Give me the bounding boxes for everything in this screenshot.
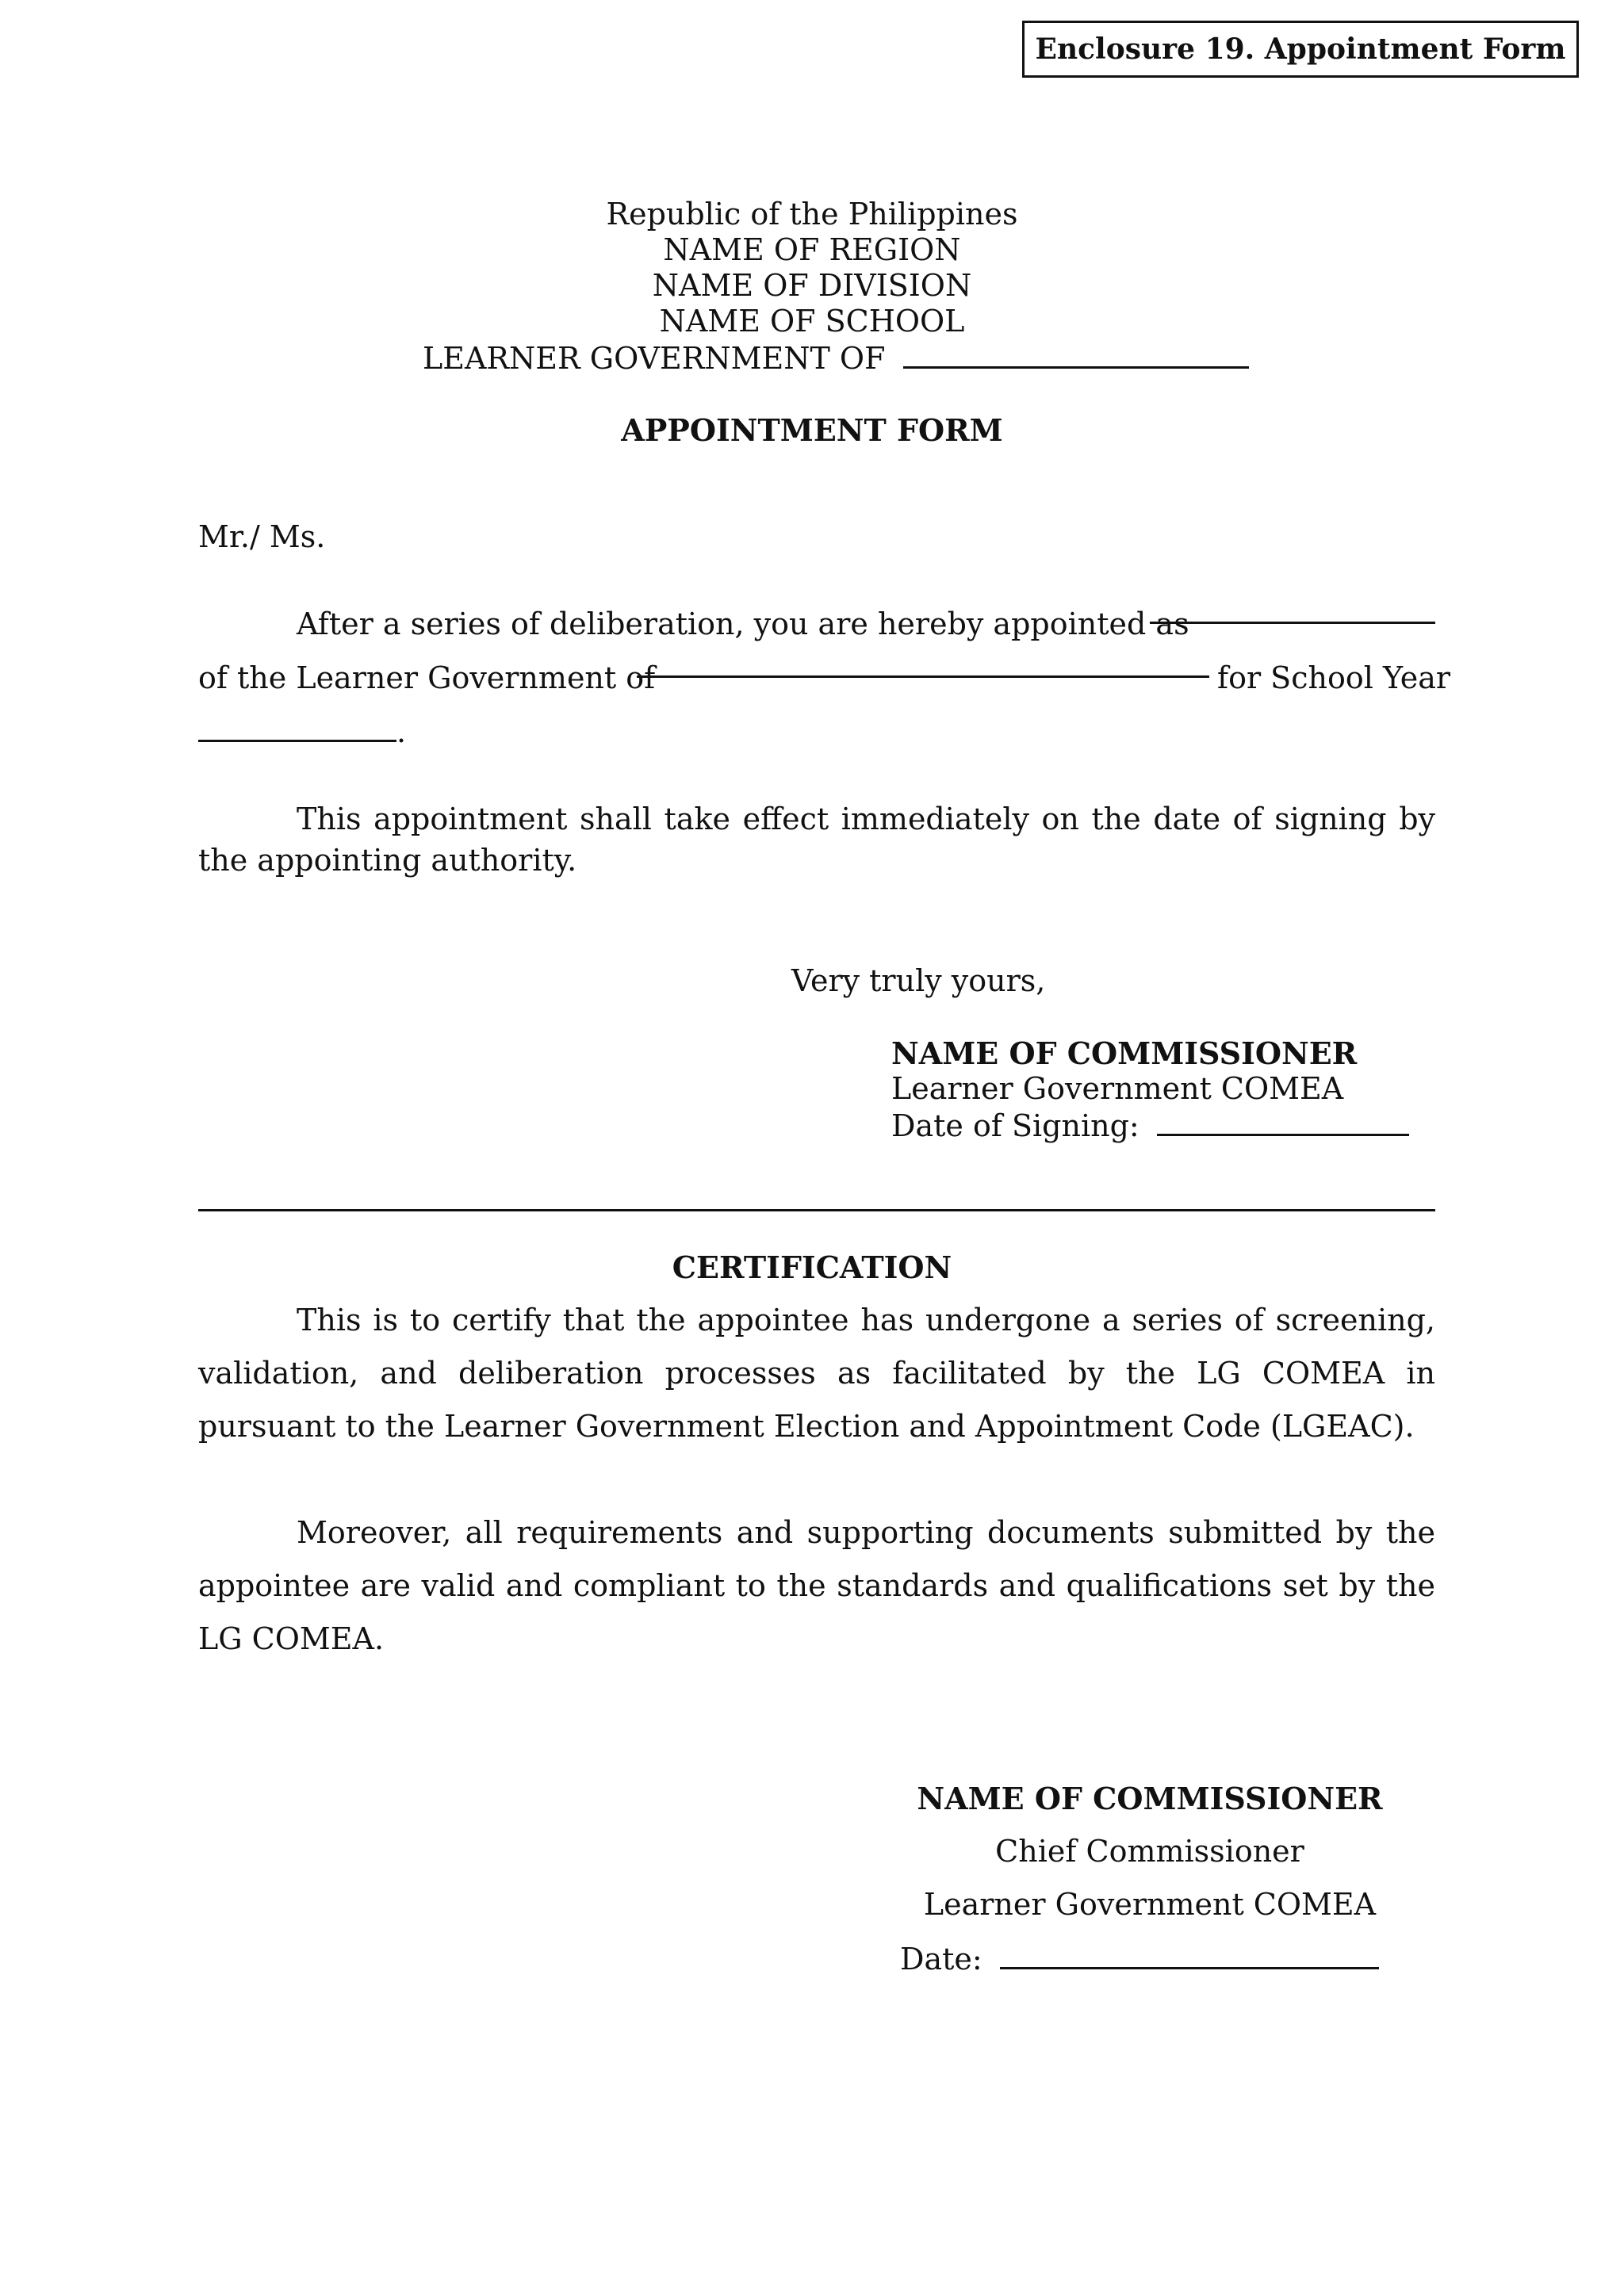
period: . bbox=[396, 714, 407, 750]
signatory2-date-label: Date: bbox=[900, 1942, 982, 1977]
signatory2-title: Chief Commissioner bbox=[995, 1834, 1304, 1869]
body-line-1 bbox=[297, 607, 1189, 643]
certification-title: CERTIFICATION bbox=[672, 1249, 952, 1285]
signatory2-org: Learner Government COMEA bbox=[923, 1887, 1377, 1922]
learner-government-blank[interactable] bbox=[903, 339, 1249, 369]
closing: Very truly yours, bbox=[791, 963, 1046, 998]
signatory1-date bbox=[891, 1107, 1409, 1145]
signatory1-name: NAME OF COMMISSIONER bbox=[891, 1035, 1358, 1071]
signatory1-date-label: Date of Signing: bbox=[891, 1108, 1139, 1144]
appointment-text-2: of the Learner Government of bbox=[198, 660, 656, 695]
learner-government-of-blank[interactable] bbox=[637, 664, 1209, 678]
appointment-text-1: After a series of deliberation, you are hereby appointed as bbox=[297, 607, 1189, 641]
certification-text-2: Moreover, all requirements and supporting documents submitted by the appointee are valid and compliant to the standards and qualifications set by the LG COMEA. bbox=[198, 1515, 1435, 1656]
date-of-signing-blank[interactable] bbox=[1157, 1107, 1409, 1136]
salutation: Mr./ Ms. bbox=[198, 519, 326, 554]
header-republic: Republic of the Philippines bbox=[606, 197, 1018, 232]
header-region: NAME OF REGION bbox=[663, 232, 961, 267]
signatory1-position: Learner Government COMEA bbox=[891, 1071, 1344, 1106]
header-division: NAME OF DIVISION bbox=[652, 268, 972, 303]
enclosure-label: Enclosure 19. Appointment Form bbox=[1022, 21, 1579, 78]
school-year-label: for School Year bbox=[1217, 660, 1451, 695]
header-school: NAME OF SCHOOL bbox=[659, 304, 965, 339]
form-title: APPOINTMENT FORM bbox=[621, 412, 1003, 448]
header-learner-government bbox=[423, 339, 1249, 377]
certification-date-blank[interactable] bbox=[1000, 1940, 1379, 1969]
certification-paragraph-2 bbox=[198, 1506, 1435, 1666]
header-learner-government-label: LEARNER GOVERNMENT OF bbox=[423, 341, 886, 377]
signatory2-name: NAME OF COMMISSIONER bbox=[917, 1781, 1383, 1816]
school-year-blank[interactable] bbox=[198, 713, 396, 742]
certification-text-1: This is to certify that the appointee has undergone a series of screening, validation, and deliberation processes as facilitated by the LG COMEA in pursuant to the Learner Government Election and Appointment Code (LGEAC). bbox=[198, 1303, 1435, 1444]
effectivity-text: This appointment shall take effect immediately on the date of signing by the appointing authority. bbox=[198, 802, 1435, 878]
position-blank[interactable] bbox=[1150, 610, 1435, 624]
body-paragraph-2 bbox=[198, 798, 1435, 881]
section-divider bbox=[198, 1209, 1435, 1211]
body-line-2-end bbox=[1217, 660, 1450, 697]
certification-paragraph-1 bbox=[198, 1294, 1435, 1453]
body-line-3 bbox=[198, 713, 406, 751]
signatory2-date bbox=[900, 1940, 1379, 1978]
body-line-2 bbox=[198, 660, 655, 697]
